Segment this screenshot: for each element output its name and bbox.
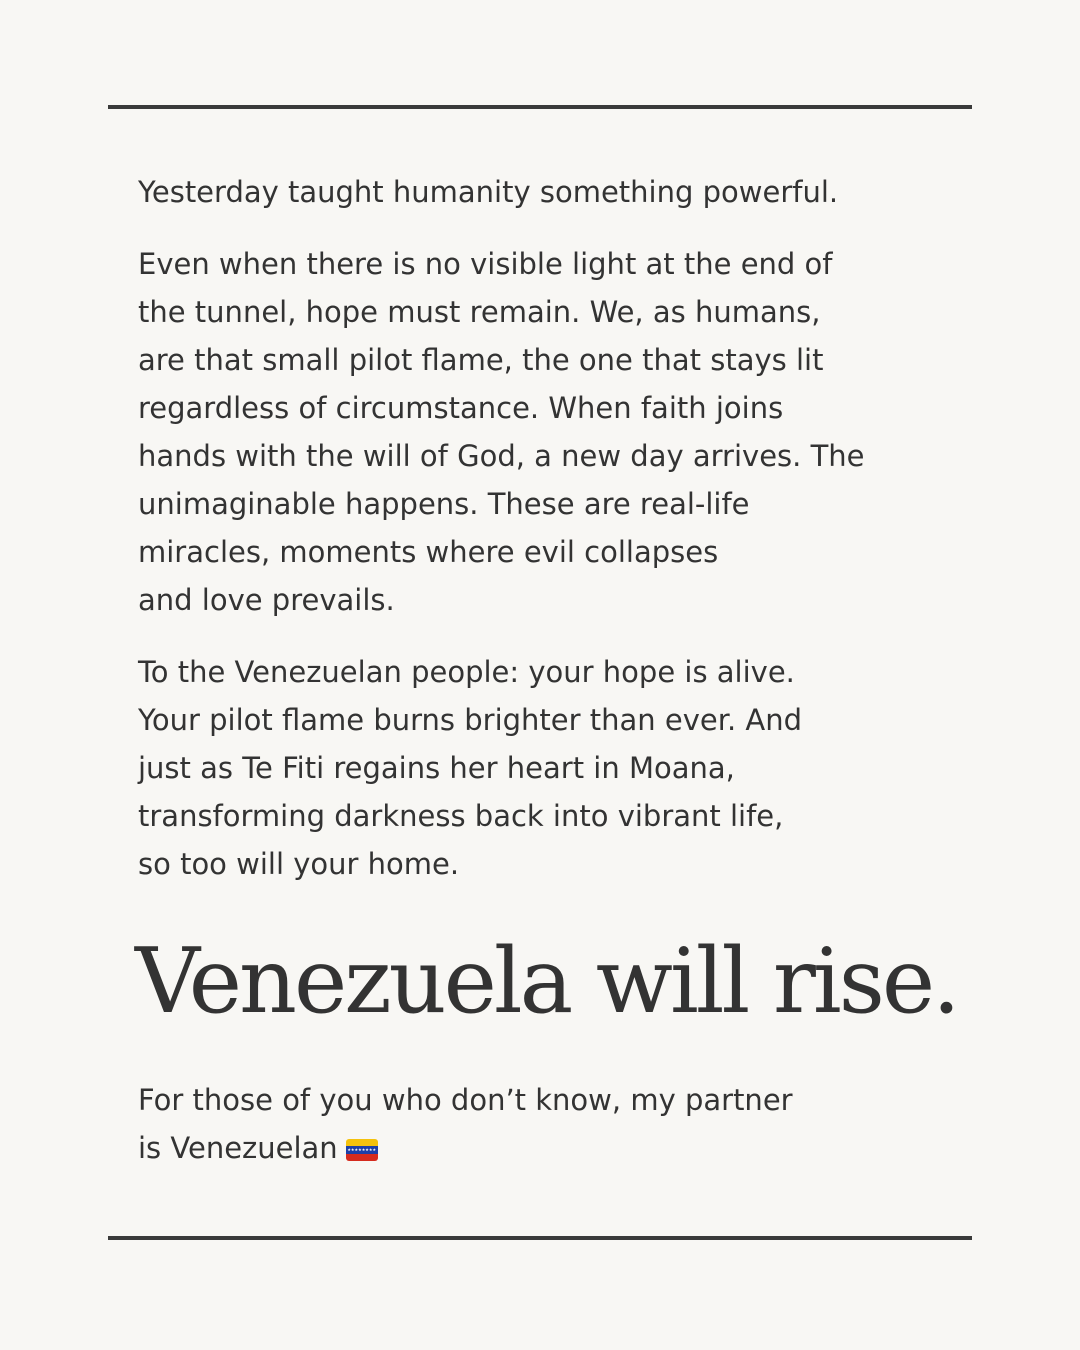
flag-band-red [346,1154,378,1161]
bottom-divider [108,1236,972,1240]
hope-line: Even when there is no visible light at the end of [138,247,833,281]
intro-paragraph [138,168,958,216]
top-divider [108,105,972,109]
footnote [138,1076,958,1172]
venezuela-line: just as Te Fiti regains her heart in Moana, [138,751,735,785]
intro-line: Yesterday taught humanity something powerful. [138,175,839,209]
hope-line: regardless of circumstance. When faith joins [138,391,784,425]
venezuela-flag-icon [346,1139,378,1161]
hope-line: unimaginable happens. These are real-life [138,487,750,521]
venezuela-line: Your pilot flame burns brighter than ever. And [138,703,803,737]
hope-line: the tunnel, hope must remain. We, as humans, [138,295,821,329]
footnote-text: is Venezuelan [138,1131,338,1165]
hope-line: hands with the will of God, a new day arrives. The [138,439,865,473]
body-text [138,168,958,888]
footnote-line: For those of you who don’t know, my partner [138,1083,793,1117]
hope-line: and love prevails. [138,583,395,617]
headline: Venezuela will rise. [135,929,958,1034]
hope-line: are that small pilot flame, the one that stays lit [138,343,824,377]
venezuela-line: so too will your home. [138,847,460,881]
flag-stars-icon: ★★★★★★★★ [347,1147,377,1153]
venezuela-line: transforming darkness back into vibrant life, [138,799,784,833]
hope-paragraph [138,240,958,624]
footnote-line-with-flag [138,1124,958,1172]
hope-line: miracles, moments where evil collapses [138,535,719,569]
venezuela-line: To the Venezuelan people: your hope is alive. [138,655,795,689]
venezuela-paragraph [138,648,958,888]
